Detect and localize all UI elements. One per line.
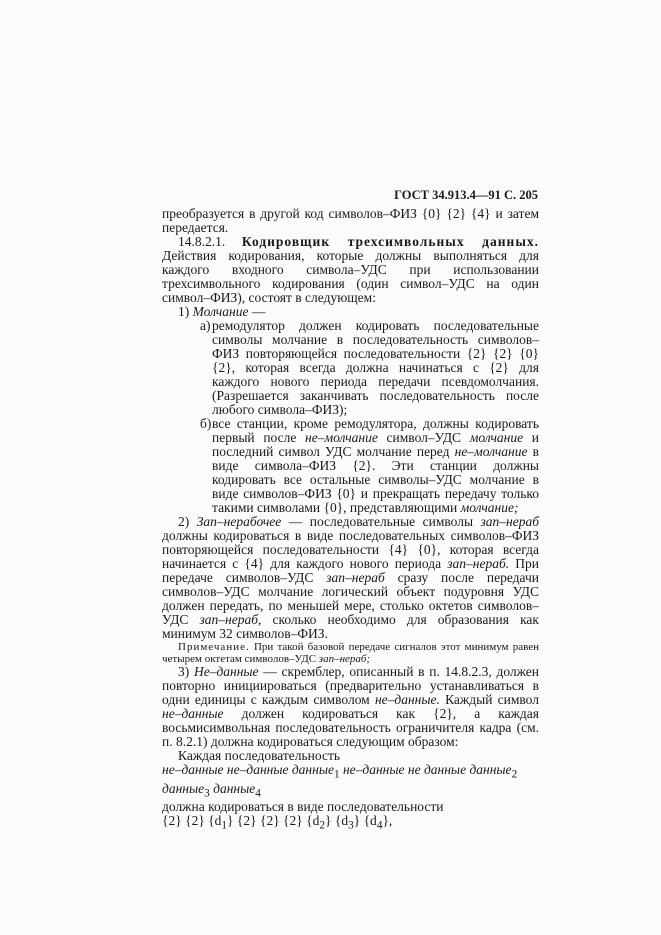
item-3-label: 3) [178,664,190,679]
subscript: 2 [511,768,518,781]
text-run: в виде символа–ФИЗ {2}. Эти станции должны кодировать все остальные символы–УДС молчание в виде символов–ФИЗ {0} и прекращать передачу только такими символами {0}, представляющими [212,444,539,515]
list-item-2 [162,515,539,641]
formula-run: } {d [325,813,349,829]
section-title: Кодировщик трехсимвольных данных. [241,234,539,249]
subscript: 3 [204,787,210,800]
italic-term: молчание; [460,500,519,515]
document-body [162,207,539,833]
encoding-intro: должна кодироваться в виде последовательности [162,799,444,815]
item-1a-label: а) [200,318,211,333]
italic-term: не–данные не данные данные [339,762,512,777]
italic-term: зап–нераб [480,514,540,529]
item-1-dash: — [248,304,266,319]
item-1-term: Молчание [192,304,249,319]
italic-term: данные [162,780,205,796]
formula-run: {2} {2} {d [162,813,222,829]
text-run: должны кодироваться в виде последовательных символов–ФИЗ повторяющейся последовательности {4} {0}, которая всегда начинается с {4} для каждого нового периода [162,528,539,571]
italic-term: не–данные [162,706,224,721]
text-run: и последний символ УДС молчание перед [212,430,539,459]
section-14-8-2-1 [162,235,539,305]
encoding-formula [162,814,539,833]
item-2-label: 2) [178,514,190,529]
section-text: Действия кодирования, которые должны выполняться для каждого входного символа–УДС при использовании трехсимвольного кодирования (один символ–УДС на один символ–ФИЗ), состоят в следующем: [162,248,539,305]
italic-term: зап–нераб [326,570,385,585]
list-item-1b [200,417,539,515]
list-item-1a [200,319,539,417]
italic-term: зап–нераб, [199,612,262,627]
formula-run: } {2} {2} {2} {d [227,813,320,829]
italic-term: Не–данные [193,664,259,679]
subscript: 3 [348,820,354,833]
note [162,641,539,665]
item-1-label: 1) [178,304,190,319]
paragraph-continuation: преобразуется в другой код символов–ФИЗ {0} {2} {4} и затем передается. [162,206,539,235]
italic-term: не–данные не–данные данные [162,762,334,777]
text-run: — скремблер, описанный в п. 14.8.2.3, должен повторно инициироваться (предварительно устанавливаться в одни единицы с каждым символом [162,664,539,707]
item-1b-text [212,417,539,515]
subscript: 4 [376,820,383,833]
text-run: При передаче символов–УДС [162,556,540,585]
italic-term: молчание [469,430,524,445]
subscript: 1 [333,768,340,781]
text-run: символ–УДС [377,430,470,445]
subscript: 4 [255,787,261,800]
italic-term: не–молчание [305,430,378,445]
list-item-3 [162,665,539,749]
subscript: 1 [221,820,228,833]
text-run: сразу после передачи символов–УДС молчание логический объект подуровня УДС должен передать, по меньшей мере, столько октетов символов–УДС [162,570,539,627]
italic-term: не–молчание [454,444,528,459]
formula-run: }, [382,813,393,829]
italic-term: зап–нераб. [447,556,510,571]
item-1b-label: б) [200,416,212,431]
sequence-line-2 [162,782,539,801]
sequence-line-1 [162,763,539,782]
italic-term: данные [209,780,256,796]
italic-term: не–данные. [374,692,440,707]
text-run: должен кодироваться как {2}, а каждая восьмисимвольная последовательность ограничителя кадра (см. п. 8.2.1) должна кодироваться следующим образом: [162,706,539,749]
formula-run: } {d [353,813,377,829]
sequence-intro: Каждая последовательность [178,748,341,763]
italic-term: зап–нераб; [318,653,371,665]
note-label: Примечание. [178,641,250,653]
text-run: все станции, кроме ремодулятора, должны кодировать первый после [212,416,539,445]
item-1a-text: ремодулятор должен кодировать последовательные символы молчание в последовательность символов–ФИЗ повторяющейся последовательности {2} {2} {0} {2}, которая всегда должна начинаться с {2} для каждого нового периода передачи псевдомолчания. (Разрешается заканчивать последовательность после любого символа–ФИЗ); [212,318,539,417]
italic-term: Зап–нерабочее [196,514,282,529]
section-number: 14.8.2.1. [178,234,226,249]
subscript: 2 [319,820,325,833]
list-item-1 [162,305,539,319]
text-run: сколько необходимо для образования как минимум 32 символов–ФИЗ. [162,612,539,641]
text-run: Каждый символ [439,692,539,707]
text-run: При такой базовой передаче сигналов этот минимум равен четырем октетам символов–УДС [162,641,539,665]
page-header: ГОСТ 34.913.4—91 С. 205 [394,188,538,202]
text-run: — последовательные символы [281,514,481,529]
